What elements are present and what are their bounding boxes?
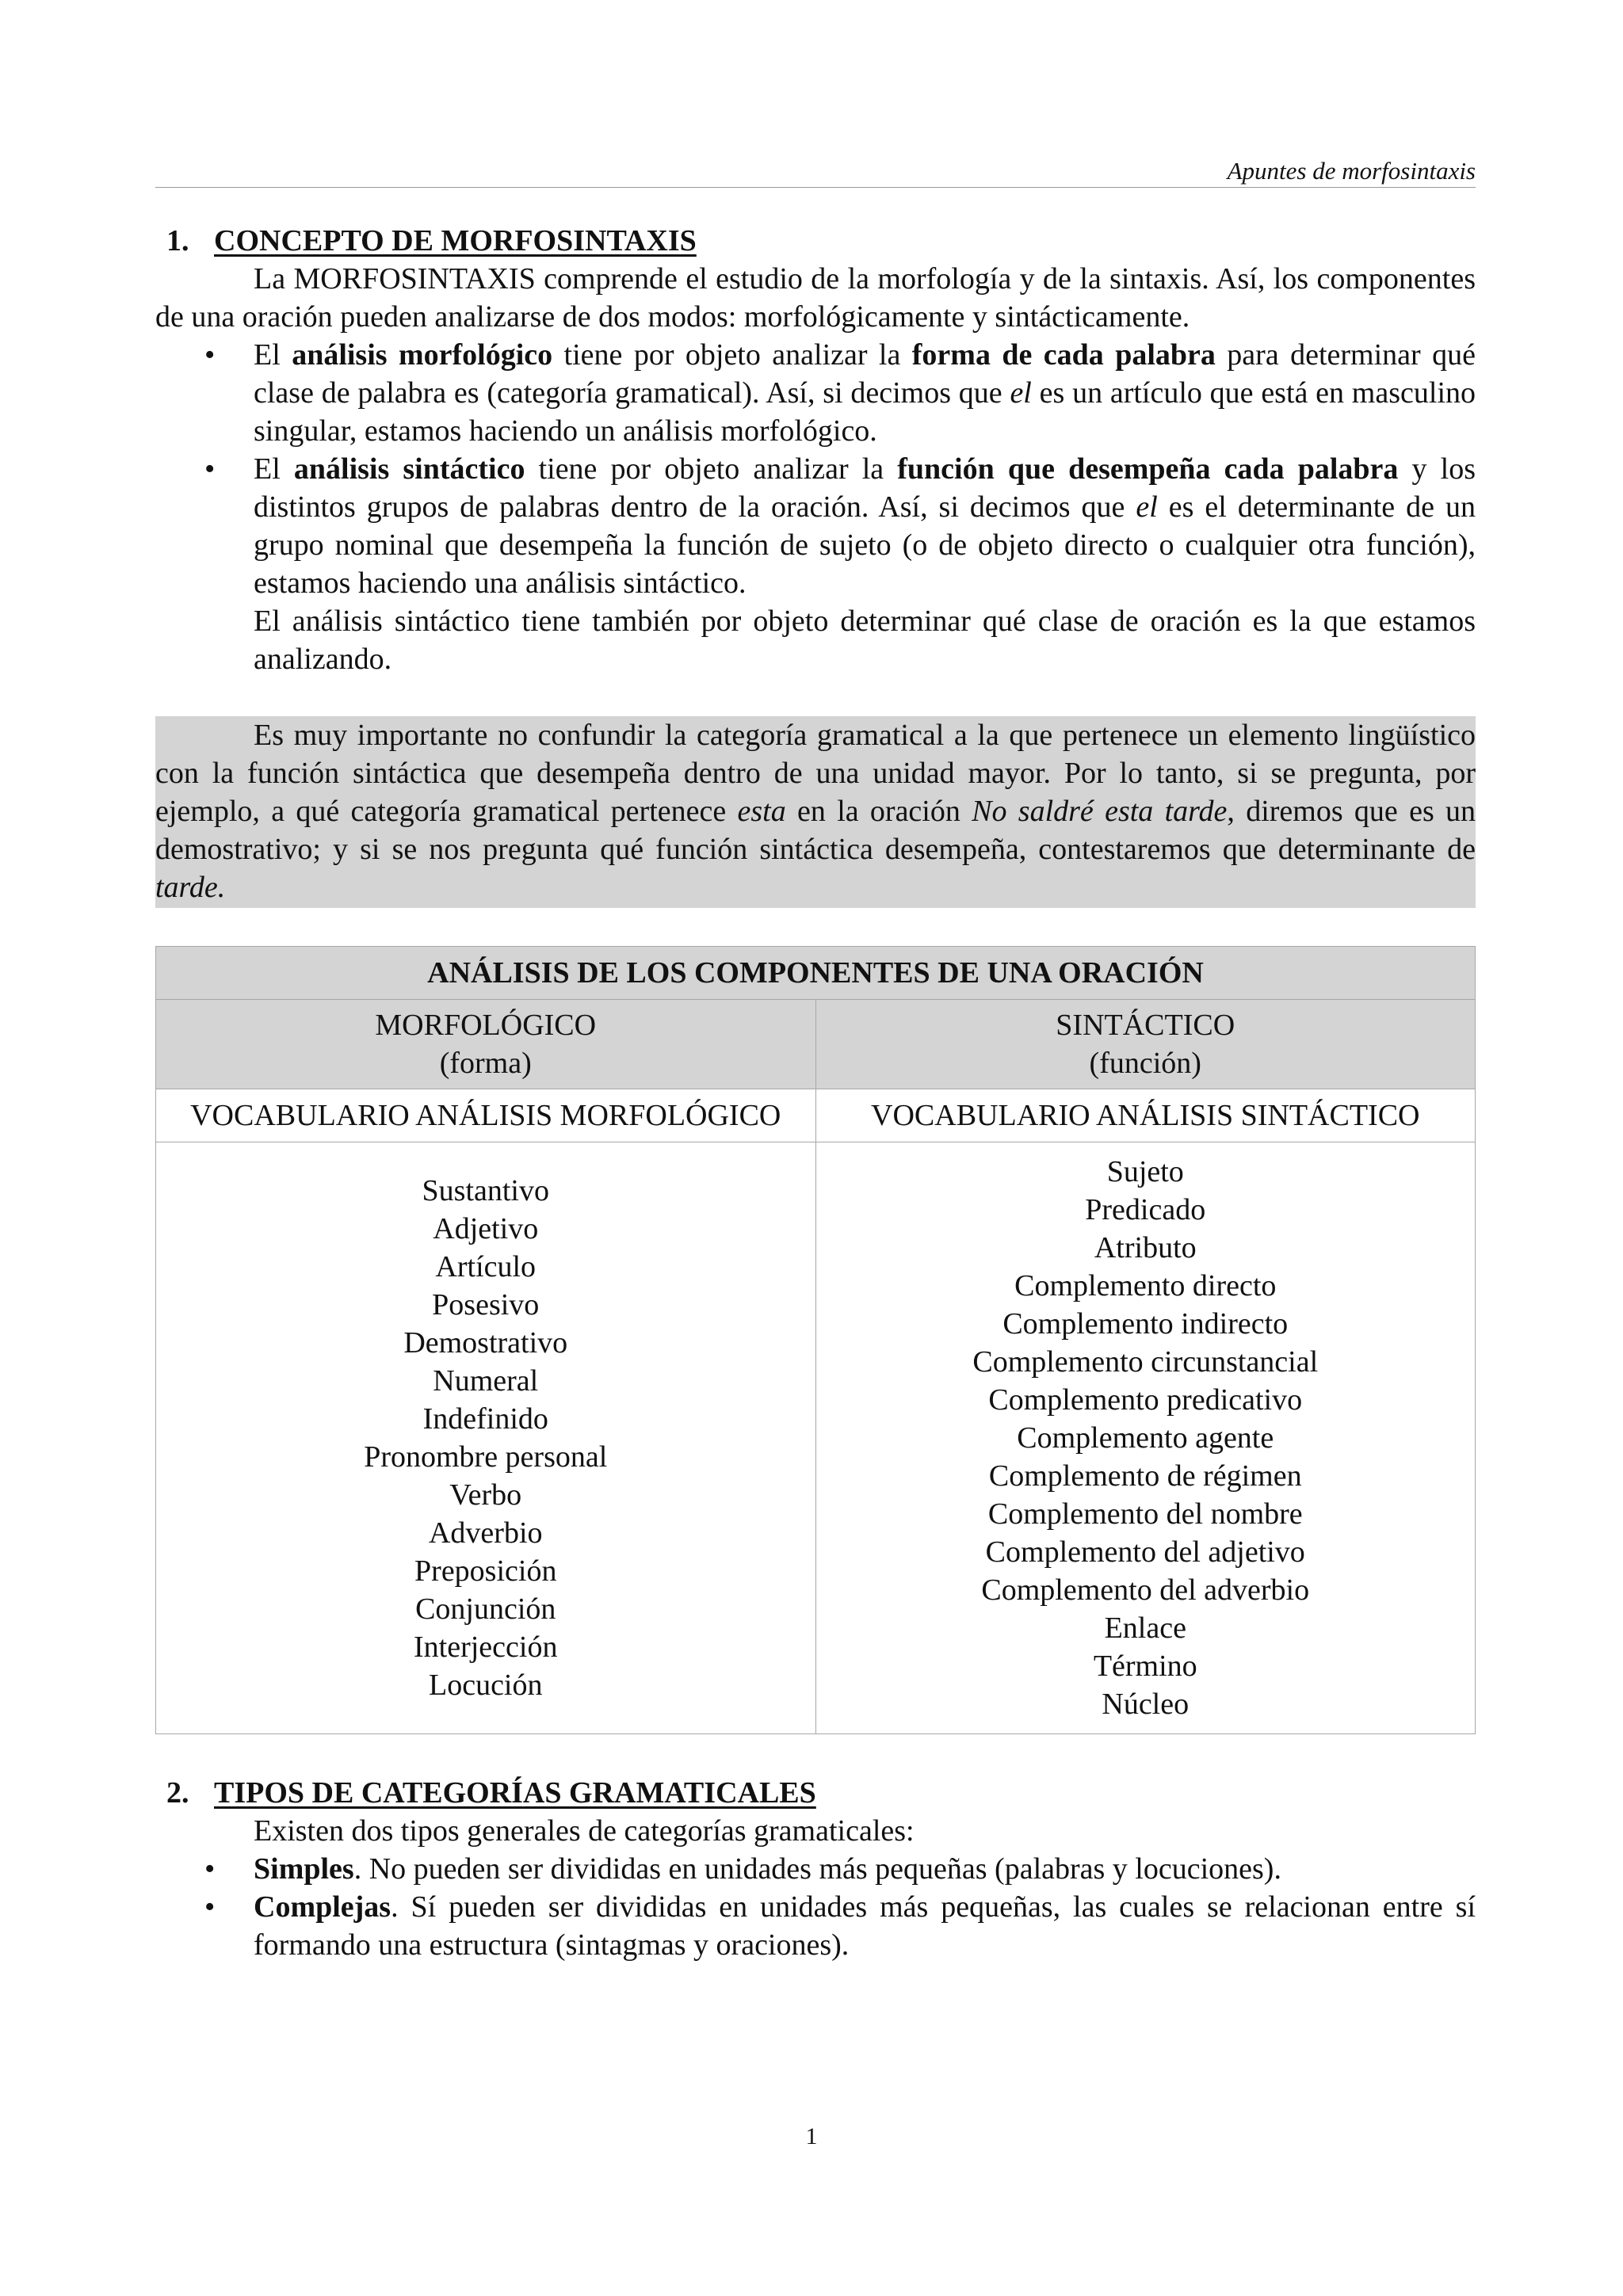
list-item: Núcleo [1102,1688,1190,1721]
list-item: Interjección [414,1630,558,1664]
list-item: Complemento circunstancial [972,1345,1319,1379]
example-word: el [1010,376,1032,410]
bullet-icon: • [204,1852,216,1886]
list-item: Locución [428,1669,543,1702]
term-funcion: función que desempeña cada palabra [897,452,1399,486]
list-item: Enlace [1104,1611,1186,1645]
table-head-morfologico: MORFOLÓGICO (forma) [156,1000,816,1089]
list-item: Verbo [449,1478,522,1512]
table-list-sintactico [815,1142,1476,1734]
term-analisis-sintactico: análisis sintáctico [293,452,525,486]
page-number: 1 [805,2123,818,2149]
example-word: el [1136,490,1158,524]
list-item: Sujeto [1106,1155,1184,1188]
list-item: Atributo [1094,1231,1197,1264]
list-item: Pronombre personal [364,1440,608,1474]
header-rule [155,187,1476,188]
section-2 [155,1774,1476,1964]
term-complejas: Complejas [254,1890,391,1924]
list-item: Adverbio [428,1516,543,1550]
list-item: Complemento de régimen [988,1459,1302,1493]
table-vocab-sintactico: VOCABULARIO ANÁLISIS SINTÁCTICO [815,1089,1476,1142]
list-item: Sustantivo [422,1174,549,1207]
section-title-text: TIPOS DE CATEGORÍAS GRAMATICALES [214,1776,816,1810]
document-body [155,222,1476,1964]
list-item: Conjunción [415,1592,556,1626]
note-box [155,716,1476,908]
list-item: Complemento del adjetivo [985,1535,1305,1569]
list-item: Predicado [1085,1193,1206,1226]
section-1-title [155,222,1476,260]
bullet-icon: • [204,452,216,486]
list-item: Numeral [433,1364,539,1398]
list-item: Complemento directo [1014,1269,1277,1302]
section-1-bullets [155,336,1476,602]
list-item: Complemento del nombre [987,1497,1303,1531]
bullet-simples: • Simples. No pueden ser divididas en unidades más pequeñas (palabras y locuciones). [254,1850,1476,1888]
table-list-morfologico [156,1142,816,1734]
list-item: Preposición [414,1554,557,1588]
bullet-complejas: • Complejas. Sí pueden ser divididas en unidades más pequeñas, las cuales se relacionan entre sí formando una estructura (sintagmas y oraciones). [254,1888,1476,1964]
section-number: 2. [166,1776,189,1810]
table-vocab-morfologico: VOCABULARIO ANÁLISIS MORFOLÓGICO [156,1089,816,1142]
list-item: Complemento del adverbio [981,1573,1310,1607]
list-item: Demostrativo [403,1326,568,1360]
bullet-sintactico: • El análisis sintáctico tiene por objeto analizar la función que desempeña cada palabra y los distintos grupos de palabras dentro de la oración. Así, si decimos que el es el determinante de un grupo nominal que desempeña la función de sujeto (o de objeto directo o cualquier otra función), estamos haciendo una análisis sintáctico. [254,450,1476,602]
bullet-morfologico: • El análisis morfológico tiene por objeto analizar la forma de cada palabra para determinar qué clase de palabra es (categoría gramatical). Así, si decimos que el es un artículo que está en masculino singular, estamos haciendo un análisis morfológico. [254,336,1476,450]
term-analisis-morfologico: análisis morfológico [292,338,553,372]
section-title-text: CONCEPTO DE MORFOSINTAXIS [214,224,697,257]
term-forma: forma de cada palabra [911,338,1216,372]
running-header: Apuntes de morfosintaxis [1227,157,1476,185]
section-2-intro: Existen dos tipos generales de categorías gramaticales: [254,1814,915,1848]
section-number: 1. [166,224,189,257]
list-item: Adjetivo [433,1212,539,1245]
list-item: Complemento predicativo [988,1383,1303,1417]
term-simples: Simples [254,1852,354,1886]
table-head-sintactico: SINTÁCTICO (función) [815,1000,1476,1089]
section-1-intro: La MORFOSINTAXIS comprende el estudio de la morfología y de la sintaxis. Así, los componentes de una oración pueden analizarse de dos modos: morfológicamente y sintácticamente. [155,262,1476,334]
section-2-bullets [155,1850,1476,1964]
list-item: Artículo [435,1250,537,1283]
list-item: Término [1093,1650,1197,1683]
list-item: Posesivo [432,1288,540,1322]
section-2-title [155,1774,1476,1812]
table-title: ANÁLISIS DE LOS COMPONENTES DE UNA ORACIÓN [156,947,1476,1000]
bullet-icon: • [204,1890,216,1924]
list-item: Complemento indirecto [1002,1307,1289,1341]
bullet-icon: • [204,338,216,372]
bullet-continuation: El análisis sintáctico tiene también por objeto determinar qué clase de oración es la que estamos analizando. [254,605,1476,676]
list-item: Complemento agente [1017,1421,1274,1455]
list-item: Indefinido [422,1402,548,1436]
note-text: Es muy importante no confundir la categoría gramatical a la que pertenece un elemento lingüístico con la función sintáctica que desempeña dentro de una unidad mayor. Por lo tanto, si se pregunta, por ejemplo, a qué categoría gramatical pertenece esta en la oración No saldré esta tarde, diremos que es un demostrativo; y si se nos pregunta qué función sintáctica desempeña, contestaremos que determinante de tarde. [155,719,1476,904]
analysis-table [155,946,1476,1734]
